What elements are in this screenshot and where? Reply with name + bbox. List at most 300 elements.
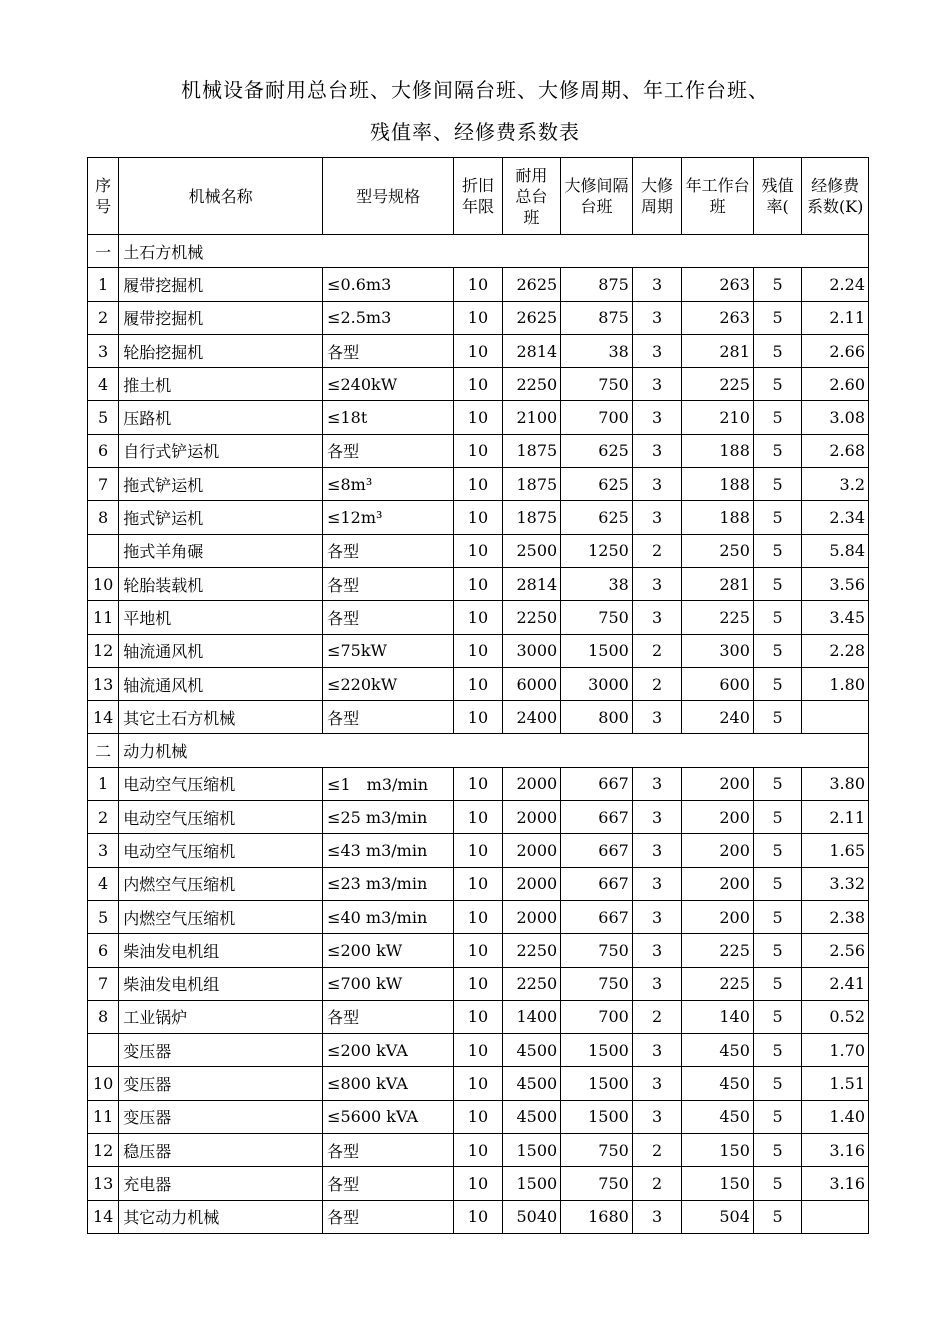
cell-total-shifts: 2250 — [502, 967, 561, 1000]
cell-no: 12 — [88, 634, 119, 667]
cell-no: 3 — [88, 834, 119, 867]
table-row — [88, 1067, 869, 1100]
cell-depreciation: 10 — [454, 534, 502, 567]
cell-name: 内燃空气压缩机 — [119, 900, 323, 933]
cell-residual: 5 — [753, 567, 801, 600]
cell-overhaul-cycle: 3 — [632, 434, 681, 467]
cell-total-shifts: 2625 — [502, 301, 561, 334]
cell-name: 履带挖掘机 — [119, 268, 323, 301]
cell-overhaul-interval: 750 — [561, 967, 633, 1000]
cell-total-shifts: 2814 — [502, 334, 561, 367]
cell-repair-coef: 1.80 — [802, 667, 869, 700]
cell-overhaul-interval: 38 — [561, 334, 633, 367]
cell-depreciation: 10 — [454, 1134, 502, 1167]
cell-overhaul-interval: 750 — [561, 1167, 633, 1200]
table-row — [88, 567, 869, 600]
cell-depreciation: 10 — [454, 1100, 502, 1133]
cell-annual-shifts: 263 — [682, 301, 754, 334]
cell-repair-coef: 3.45 — [802, 601, 869, 634]
table-body — [88, 235, 869, 1234]
cell-residual: 5 — [753, 1067, 801, 1100]
cell-depreciation: 10 — [454, 767, 502, 800]
cell-annual-shifts: 225 — [682, 601, 754, 634]
cell-residual: 5 — [753, 1167, 801, 1200]
section-title: 土石方机械 — [119, 235, 869, 268]
cell-residual: 5 — [753, 434, 801, 467]
table-row — [88, 468, 869, 501]
cell-overhaul-interval: 667 — [561, 867, 633, 900]
cell-repair-coef: 2.56 — [802, 934, 869, 967]
cell-overhaul-interval: 667 — [561, 900, 633, 933]
cell-overhaul-cycle: 3 — [632, 767, 681, 800]
cell-model: ≤43 m3/min — [323, 834, 454, 867]
cell-annual-shifts: 504 — [682, 1200, 754, 1233]
table-row — [88, 601, 869, 634]
cell-annual-shifts: 200 — [682, 834, 754, 867]
cell-overhaul-interval: 750 — [561, 1134, 633, 1167]
cell-no: 13 — [88, 1167, 119, 1200]
cell-model: ≤8m³ — [323, 468, 454, 501]
cell-total-shifts: 2814 — [502, 567, 561, 600]
cell-model: 各型 — [323, 567, 454, 600]
cell-residual: 5 — [753, 900, 801, 933]
cell-total-shifts: 2000 — [502, 900, 561, 933]
cell-total-shifts: 2500 — [502, 534, 561, 567]
cell-residual: 5 — [753, 334, 801, 367]
cell-residual: 5 — [753, 401, 801, 434]
cell-repair-coef: 1.40 — [802, 1100, 869, 1133]
cell-repair-coef: 1.51 — [802, 1067, 869, 1100]
header-no: 序号 — [88, 158, 119, 235]
cell-depreciation: 10 — [454, 567, 502, 600]
cell-name: 平地机 — [119, 601, 323, 634]
cell-no: 6 — [88, 934, 119, 967]
cell-depreciation: 10 — [454, 468, 502, 501]
cell-model: 各型 — [323, 1200, 454, 1233]
cell-overhaul-interval: 667 — [561, 834, 633, 867]
cell-annual-shifts: 200 — [682, 900, 754, 933]
cell-model: ≤200 kVA — [323, 1034, 454, 1067]
cell-model: 各型 — [323, 701, 454, 734]
cell-no — [88, 1034, 119, 1067]
table-row — [88, 934, 869, 967]
table-row — [88, 301, 869, 334]
cell-overhaul-interval: 1500 — [561, 1034, 633, 1067]
cell-overhaul-interval: 3000 — [561, 667, 633, 700]
header-annual-shifts: 年工作台班 — [682, 158, 754, 235]
cell-overhaul-cycle: 2 — [632, 667, 681, 700]
cell-residual: 5 — [753, 634, 801, 667]
cell-model: 各型 — [323, 534, 454, 567]
cell-annual-shifts: 450 — [682, 1034, 754, 1067]
cell-overhaul-cycle: 3 — [632, 900, 681, 933]
cell-model: 各型 — [323, 1134, 454, 1167]
section-title: 动力机械 — [119, 734, 869, 767]
table-row — [88, 900, 869, 933]
cell-overhaul-cycle: 2 — [632, 1134, 681, 1167]
cell-annual-shifts: 450 — [682, 1100, 754, 1133]
cell-overhaul-interval: 667 — [561, 801, 633, 834]
cell-depreciation: 10 — [454, 334, 502, 367]
cell-residual: 5 — [753, 934, 801, 967]
cell-depreciation: 10 — [454, 1067, 502, 1100]
cell-model: 各型 — [323, 601, 454, 634]
cell-model: ≤75kW — [323, 634, 454, 667]
cell-depreciation: 10 — [454, 934, 502, 967]
cell-total-shifts: 2400 — [502, 701, 561, 734]
cell-total-shifts: 1500 — [502, 1167, 561, 1200]
cell-name: 轴流通风机 — [119, 667, 323, 700]
table-row — [88, 1000, 869, 1033]
cell-residual: 5 — [753, 867, 801, 900]
cell-total-shifts: 4500 — [502, 1034, 561, 1067]
cell-name: 拖式铲运机 — [119, 468, 323, 501]
cell-residual: 5 — [753, 967, 801, 1000]
cell-no: 5 — [88, 900, 119, 933]
cell-depreciation: 10 — [454, 834, 502, 867]
cell-overhaul-interval: 625 — [561, 501, 633, 534]
cell-annual-shifts: 281 — [682, 567, 754, 600]
cell-overhaul-interval: 1500 — [561, 1067, 633, 1100]
cell-no: 8 — [88, 1000, 119, 1033]
cell-total-shifts: 4500 — [502, 1067, 561, 1100]
cell-no: 4 — [88, 867, 119, 900]
table-row — [88, 701, 869, 734]
cell-residual: 5 — [753, 1200, 801, 1233]
cell-annual-shifts: 450 — [682, 1067, 754, 1100]
cell-no: 1 — [88, 767, 119, 800]
cell-annual-shifts: 225 — [682, 934, 754, 967]
cell-model: ≤40 m3/min — [323, 900, 454, 933]
header-total-shifts: 耐用总台班 — [502, 158, 561, 235]
table-title-line1: 机械设备耐用总台班、大修间隔台班、大修周期、年工作台班、 — [181, 78, 769, 102]
cell-name: 其它动力机械 — [119, 1200, 323, 1233]
header-residual: 残值率( — [753, 158, 801, 235]
cell-depreciation: 10 — [454, 667, 502, 700]
cell-no: 10 — [88, 1067, 119, 1100]
cell-overhaul-cycle: 3 — [632, 834, 681, 867]
table-row — [88, 268, 869, 301]
cell-repair-coef: 2.34 — [802, 501, 869, 534]
header-overhaul-interval: 大修间隔台班 — [561, 158, 633, 235]
cell-overhaul-cycle: 3 — [632, 967, 681, 1000]
cell-repair-coef: 2.24 — [802, 268, 869, 301]
cell-annual-shifts: 300 — [682, 634, 754, 667]
cell-total-shifts: 2000 — [502, 867, 561, 900]
cell-residual: 5 — [753, 601, 801, 634]
cell-overhaul-interval: 800 — [561, 701, 633, 734]
table-row — [88, 401, 869, 434]
cell-overhaul-cycle: 2 — [632, 534, 681, 567]
header-name: 机械名称 — [119, 158, 323, 235]
cell-model: ≤0.6m3 — [323, 268, 454, 301]
section-number: 二 — [88, 734, 119, 767]
cell-depreciation: 10 — [454, 501, 502, 534]
cell-overhaul-interval: 1500 — [561, 1100, 633, 1133]
cell-repair-coef — [802, 701, 869, 734]
cell-overhaul-interval: 1680 — [561, 1200, 633, 1233]
cell-model: ≤1 m3/min — [323, 767, 454, 800]
cell-overhaul-cycle: 3 — [632, 501, 681, 534]
cell-annual-shifts: 225 — [682, 368, 754, 401]
cell-overhaul-cycle: 3 — [632, 801, 681, 834]
cell-repair-coef — [802, 1200, 869, 1233]
cell-depreciation: 10 — [454, 1034, 502, 1067]
cell-repair-coef: 2.41 — [802, 967, 869, 1000]
cell-overhaul-interval: 625 — [561, 434, 633, 467]
cell-name: 履带挖掘机 — [119, 301, 323, 334]
cell-overhaul-cycle: 2 — [632, 1000, 681, 1033]
cell-name: 拖式羊角碾 — [119, 534, 323, 567]
cell-annual-shifts: 600 — [682, 667, 754, 700]
cell-repair-coef: 3.2 — [802, 468, 869, 501]
cell-residual: 5 — [753, 834, 801, 867]
cell-residual: 5 — [753, 268, 801, 301]
cell-depreciation: 10 — [454, 1167, 502, 1200]
cell-total-shifts: 2625 — [502, 268, 561, 301]
cell-annual-shifts: 250 — [682, 534, 754, 567]
cell-residual: 5 — [753, 368, 801, 401]
cell-depreciation: 10 — [454, 601, 502, 634]
cell-repair-coef: 2.28 — [802, 634, 869, 667]
cell-depreciation: 10 — [454, 900, 502, 933]
cell-overhaul-cycle: 3 — [632, 867, 681, 900]
cell-annual-shifts: 263 — [682, 268, 754, 301]
cell-overhaul-cycle: 3 — [632, 1100, 681, 1133]
cell-annual-shifts: 188 — [682, 468, 754, 501]
cell-repair-coef: 2.60 — [802, 368, 869, 401]
cell-no: 3 — [88, 334, 119, 367]
cell-residual: 5 — [753, 1034, 801, 1067]
table-row — [88, 1100, 869, 1133]
cell-depreciation: 10 — [454, 634, 502, 667]
table-row — [88, 1034, 869, 1067]
cell-residual: 5 — [753, 701, 801, 734]
cell-overhaul-interval: 700 — [561, 401, 633, 434]
cell-repair-coef: 3.80 — [802, 767, 869, 800]
cell-annual-shifts: 200 — [682, 801, 754, 834]
cell-name: 内燃空气压缩机 — [119, 867, 323, 900]
cell-total-shifts: 1875 — [502, 501, 561, 534]
cell-no: 4 — [88, 368, 119, 401]
cell-overhaul-cycle: 3 — [632, 701, 681, 734]
cell-name: 柴油发电机组 — [119, 967, 323, 1000]
cell-overhaul-cycle: 3 — [632, 301, 681, 334]
section-row — [88, 734, 869, 767]
header-model: 型号规格 — [323, 158, 454, 235]
table-row — [88, 368, 869, 401]
cell-residual: 5 — [753, 1000, 801, 1033]
cell-total-shifts: 2000 — [502, 801, 561, 834]
cell-total-shifts: 2250 — [502, 368, 561, 401]
table-row — [88, 534, 869, 567]
cell-name: 拖式铲运机 — [119, 501, 323, 534]
cell-repair-coef: 2.11 — [802, 801, 869, 834]
cell-name: 变压器 — [119, 1034, 323, 1067]
cell-no: 1 — [88, 268, 119, 301]
cell-depreciation: 10 — [454, 268, 502, 301]
cell-total-shifts: 1875 — [502, 468, 561, 501]
cell-total-shifts: 5040 — [502, 1200, 561, 1233]
cell-no: 11 — [88, 1100, 119, 1133]
section-number: 一 — [88, 235, 119, 268]
cell-name: 轴流通风机 — [119, 634, 323, 667]
cell-overhaul-interval: 1500 — [561, 634, 633, 667]
cell-total-shifts: 4500 — [502, 1100, 561, 1133]
cell-repair-coef: 3.32 — [802, 867, 869, 900]
cell-overhaul-cycle: 3 — [632, 567, 681, 600]
cell-no: 6 — [88, 434, 119, 467]
cell-name: 轮胎装载机 — [119, 567, 323, 600]
cell-model: ≤2.5m3 — [323, 301, 454, 334]
cell-no: 7 — [88, 468, 119, 501]
cell-name: 电动空气压缩机 — [119, 801, 323, 834]
cell-overhaul-cycle: 3 — [632, 1200, 681, 1233]
header-repair-coef: 经修费系数(K) — [802, 158, 869, 235]
cell-repair-coef: 3.16 — [802, 1134, 869, 1167]
cell-residual: 5 — [753, 801, 801, 834]
cell-model: 各型 — [323, 334, 454, 367]
cell-name: 柴油发电机组 — [119, 934, 323, 967]
cell-model: ≤200 kW — [323, 934, 454, 967]
cell-name: 自行式铲运机 — [119, 434, 323, 467]
cell-total-shifts: 1400 — [502, 1000, 561, 1033]
cell-overhaul-interval: 875 — [561, 268, 633, 301]
cell-model: ≤5600 kVA — [323, 1100, 454, 1133]
cell-model: ≤220kW — [323, 667, 454, 700]
cell-overhaul-cycle: 2 — [632, 1167, 681, 1200]
cell-annual-shifts: 188 — [682, 434, 754, 467]
cell-annual-shifts: 150 — [682, 1134, 754, 1167]
cell-repair-coef: 3.08 — [802, 401, 869, 434]
cell-overhaul-interval: 1250 — [561, 534, 633, 567]
cell-depreciation: 10 — [454, 967, 502, 1000]
table-row — [88, 801, 869, 834]
cell-overhaul-interval: 875 — [561, 301, 633, 334]
cell-residual: 5 — [753, 1100, 801, 1133]
cell-overhaul-cycle: 3 — [632, 468, 681, 501]
cell-model: ≤12m³ — [323, 501, 454, 534]
cell-residual: 5 — [753, 667, 801, 700]
section-row — [88, 235, 869, 268]
table-row — [88, 1167, 869, 1200]
cell-overhaul-interval: 750 — [561, 368, 633, 401]
cell-depreciation: 10 — [454, 368, 502, 401]
table-row — [88, 334, 869, 367]
cell-name: 其它土石方机械 — [119, 701, 323, 734]
cell-overhaul-cycle: 3 — [632, 368, 681, 401]
cell-name: 工业锅炉 — [119, 1000, 323, 1033]
cell-no: 10 — [88, 567, 119, 600]
cell-total-shifts: 2250 — [502, 601, 561, 634]
cell-annual-shifts: 200 — [682, 867, 754, 900]
cell-overhaul-interval: 667 — [561, 767, 633, 800]
cell-overhaul-cycle: 3 — [632, 1067, 681, 1100]
cell-no: 7 — [88, 967, 119, 1000]
header-depreciation: 折旧年限 — [454, 158, 502, 235]
cell-name: 充电器 — [119, 1167, 323, 1200]
cell-overhaul-interval: 750 — [561, 601, 633, 634]
table-row — [88, 1200, 869, 1233]
header-overhaul-cycle: 大修周期 — [632, 158, 681, 235]
cell-model: ≤23 m3/min — [323, 867, 454, 900]
cell-total-shifts: 2100 — [502, 401, 561, 434]
table-row — [88, 667, 869, 700]
cell-residual: 5 — [753, 767, 801, 800]
cell-overhaul-cycle: 3 — [632, 601, 681, 634]
cell-model: ≤800 kVA — [323, 1067, 454, 1100]
cell-no — [88, 534, 119, 567]
table-row — [88, 501, 869, 534]
cell-model: ≤700 kW — [323, 967, 454, 1000]
cell-model: 各型 — [323, 434, 454, 467]
cell-no: 8 — [88, 501, 119, 534]
table-row — [88, 767, 869, 800]
cell-annual-shifts: 200 — [682, 767, 754, 800]
cell-repair-coef: 2.11 — [802, 301, 869, 334]
cell-depreciation: 10 — [454, 301, 502, 334]
cell-model: ≤25 m3/min — [323, 801, 454, 834]
cell-total-shifts: 1875 — [502, 434, 561, 467]
cell-repair-coef: 5.84 — [802, 534, 869, 567]
cell-annual-shifts: 140 — [682, 1000, 754, 1033]
cell-total-shifts: 2000 — [502, 834, 561, 867]
cell-depreciation: 10 — [454, 401, 502, 434]
cell-annual-shifts: 210 — [682, 401, 754, 434]
cell-total-shifts: 1500 — [502, 1134, 561, 1167]
cell-overhaul-interval: 750 — [561, 934, 633, 967]
cell-depreciation: 10 — [454, 1200, 502, 1233]
cell-overhaul-cycle: 2 — [632, 634, 681, 667]
cell-model: ≤240kW — [323, 368, 454, 401]
cell-no: 11 — [88, 601, 119, 634]
cell-annual-shifts: 225 — [682, 967, 754, 1000]
cell-overhaul-cycle: 3 — [632, 401, 681, 434]
cell-name: 推土机 — [119, 368, 323, 401]
table-row — [88, 434, 869, 467]
cell-overhaul-interval: 625 — [561, 468, 633, 501]
cell-total-shifts: 3000 — [502, 634, 561, 667]
cell-no: 5 — [88, 401, 119, 434]
cell-model: 各型 — [323, 1167, 454, 1200]
cell-no: 2 — [88, 301, 119, 334]
cell-repair-coef: 2.68 — [802, 434, 869, 467]
cell-name: 稳压器 — [119, 1134, 323, 1167]
cell-total-shifts: 2250 — [502, 934, 561, 967]
cell-overhaul-interval: 38 — [561, 567, 633, 600]
cell-repair-coef: 3.56 — [802, 567, 869, 600]
table-row — [88, 967, 869, 1000]
cell-total-shifts: 6000 — [502, 667, 561, 700]
cell-depreciation: 10 — [454, 434, 502, 467]
cell-annual-shifts: 281 — [682, 334, 754, 367]
cell-overhaul-cycle: 3 — [632, 334, 681, 367]
cell-residual: 5 — [753, 301, 801, 334]
cell-residual: 5 — [753, 1134, 801, 1167]
cell-name: 变压器 — [119, 1100, 323, 1133]
cell-repair-coef: 2.38 — [802, 900, 869, 933]
cell-model: ≤18t — [323, 401, 454, 434]
table-row — [88, 834, 869, 867]
cell-model: 各型 — [323, 1000, 454, 1033]
cell-overhaul-cycle: 3 — [632, 934, 681, 967]
cell-no: 14 — [88, 1200, 119, 1233]
cell-name: 电动空气压缩机 — [119, 834, 323, 867]
cell-overhaul-cycle: 3 — [632, 268, 681, 301]
cell-annual-shifts: 188 — [682, 501, 754, 534]
cell-no: 13 — [88, 667, 119, 700]
cell-total-shifts: 2000 — [502, 767, 561, 800]
